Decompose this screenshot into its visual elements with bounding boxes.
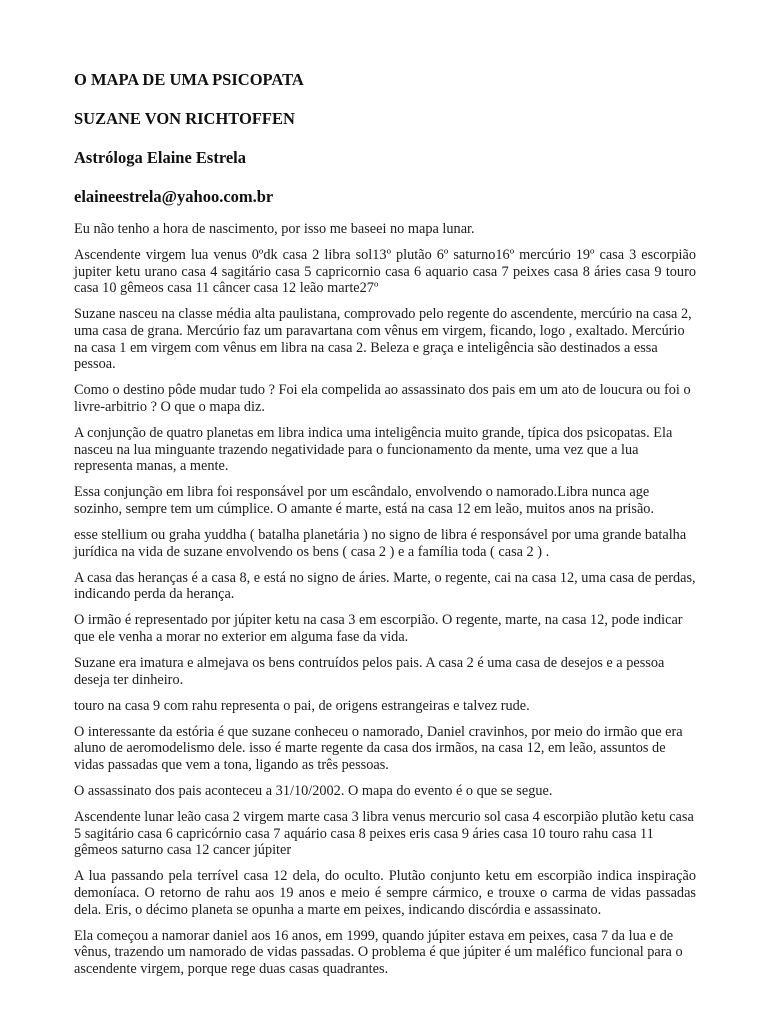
paragraph-7: esse stellium ou graha yuddha ( batalha planetária ) no signo de libra é responsável por uma grande batalha jurídica na vida de suzane envolvendo os bens ( casa 2 ) e a família toda ( casa 2 ) . bbox=[74, 526, 687, 560]
paragraph-15: A lua passando pela terrível casa 12 dela, do oculto. Plutão conjunto ketu em escorpião indica inspiração demoníaca. O retorno de rahu aos 19 anos e meio é sempre cármico, e trouxe o carma de vidas passadas dela. Eris, o décimo planeta se opunha a marte em peixes, indicando discórdia e assassinato. bbox=[74, 868, 696, 918]
document-author: Astróloga Elaine Estrela bbox=[74, 148, 247, 167]
paragraph-13: O assassinato dos pais aconteceu a 31/10/2002. O mapa do evento é o que se segue. bbox=[74, 783, 553, 800]
paragraph-10: Suzane era imatura e almejava os bens contruídos pelos pais. A casa 2 é uma casa de desejos e a pessoa deseja ter dinheiro. bbox=[74, 654, 665, 688]
paragraph-8: A casa das heranças é a casa 8, e está no signo de áries. Marte, o regente, cai na casa 12, uma casa de perdas, indicando perda da herança. bbox=[74, 569, 696, 603]
paragraph-14: Ascendente lunar leão casa 2 virgem marte casa 3 libra venus mercurio sol casa 4 escorpião plutão ketu casa 5 sagitário casa 6 capricórnio casa 7 aquário casa 8 peixes eris casa 9 áries casa 10 touro rahu casa 11 gêmeos saturno casa 12 cancer júpiter bbox=[74, 809, 694, 859]
paragraph-11: touro na casa 9 com rahu representa o pai, de origens estrangeiras e talvez rude. bbox=[74, 697, 530, 714]
paragraph-1: Eu não tenho a hora de nascimento, por isso me baseei no mapa lunar. bbox=[74, 221, 475, 237]
paragraph-9: O irmão é representado por júpiter ketu na casa 3 em escorpião. O regente, marte, na casa 12, pode indicar que ele venha a morar no exterior em alguma fase da vida. bbox=[74, 612, 683, 645]
document-subject: SUZANE VON RICHTOFFEN bbox=[74, 109, 295, 128]
document-title: O MAPA DE UMA PSICOPATA bbox=[74, 70, 304, 89]
paragraph-16: Ela começou a namorar daniel aos 16 anos, em 1999, quando júpiter estava em peixes, casa 7 da lua e de vênus, trazendo um namorado de vidas passadas. O problema é que júpiter é um maléfico funcional para o ascendente virgem, porque rege duas casas quadrantes. bbox=[74, 927, 683, 977]
paragraph-4: Como o destino pôde mudar tudo ? Foi ela compelida ao assassinato dos pais em um ato de loucura ou foi o livre-arbitrio ? O que o mapa diz. bbox=[74, 382, 691, 415]
paragraph-2: Ascendente virgem lua venus 0ºdk casa 2 libra sol13º plutão 6º saturno16º mercúrio 19º casa 3 escorpião jupiter ketu urano casa 4 sagitário casa 5 capricornio casa 6 aquario casa 7 peixes casa 8 áries casa 9 touro casa 10 gêmeos casa 11 câncer casa 12 leão marte27º bbox=[74, 247, 696, 297]
author-email: elaineestrela@yahoo.com.br bbox=[74, 187, 274, 206]
paragraph-12: O interessante da estória é que suzane conheceu o namorado, Daniel cravinhos, por meio do irmão que era aluno de aeromodelismo dele. isso é marte regente da casa dos irmãos, na casa 12, em leão, assuntos de vidas passadas que vem a tona, ligando as três pessoas. bbox=[74, 723, 683, 773]
paragraph-6: Essa conjunção em libra foi responsável por um escândalo, envolvendo o namorado.Libra nunca age sozinho, sempre tem um cúmplice. O amante é marte, está na casa 12 em leão, muitos anos na prisão. bbox=[74, 484, 655, 517]
paragraph-3: Suzane nasceu na classe média alta paulistana, comprovado pelo regente do ascendente, mercúrio na casa 2, uma casa de grana. Mercúrio faz um paravartana com vênus em virgem, ficando, logo , exaltado. Mercúrio na casa 1 em virgem com vênus em libra na casa 2. Beleza e graça e inteligência são destinados a essa pessoa. bbox=[74, 306, 692, 373]
paragraph-5: A conjunção de quatro planetas em libra indica uma inteligência muito grande, típica dos psicopatas. Ela nasceu na lua minguante trazendo negatividade para o funcionamento da mente, uma vez que a lua representa manas, a mente. bbox=[74, 424, 673, 475]
